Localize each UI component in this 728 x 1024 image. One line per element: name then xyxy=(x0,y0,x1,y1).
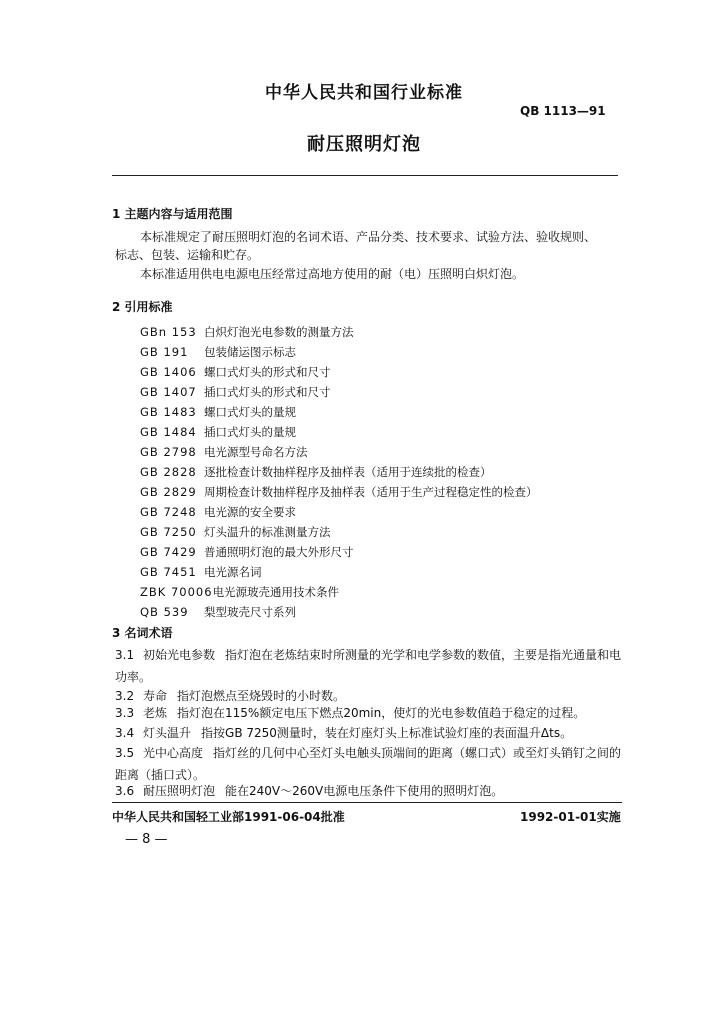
term-name: 耐压照明灯泡 xyxy=(143,784,216,798)
implementation-date: 1992-01-01实施 xyxy=(520,810,621,824)
reference-item xyxy=(140,602,538,622)
reference-code: GBn 153 xyxy=(140,325,197,339)
reference-code: GB 2798 xyxy=(140,445,197,459)
reference-item xyxy=(140,402,538,422)
top-divider xyxy=(112,175,618,176)
reference-item xyxy=(140,502,538,522)
reference-title: 插口式灯头的形式和尺寸 xyxy=(204,385,331,399)
reference-title: 包装储运图示标志 xyxy=(204,345,296,359)
term-definition: 指按GB 7250测量时，装在灯座灯头上标准试验灯座的表面温升Δts。 xyxy=(201,726,573,740)
reference-code: GB 2828 xyxy=(140,465,197,479)
term-number: 3.3 xyxy=(115,706,135,720)
term-number: 3.1 xyxy=(115,648,135,662)
reference-title: 灯头温升的标准测量方法 xyxy=(204,525,331,539)
reference-item xyxy=(140,382,538,402)
approval-line: 中华人民共和国轻工业部1991-06-04批准 xyxy=(112,810,345,824)
section1-para1-line2: 标志、包装、运输和贮存。 xyxy=(115,248,260,262)
reference-title: 白炽灯泡光电参数的测量方法 xyxy=(204,325,354,339)
term-number: 3.4 xyxy=(115,726,135,740)
reference-title: 逐批检查计数抽样程序及抽样表（适用于连续批的检查） xyxy=(204,465,492,479)
reference-title: 周期检查计数抽样程序及抽样表（适用于生产过程稳定性的检查） xyxy=(204,485,538,499)
reference-title: 螺口式灯头的形式和尺寸 xyxy=(204,365,331,379)
term-name: 寿命 xyxy=(143,689,168,703)
term-item xyxy=(115,780,630,802)
term-definition: 指灯泡在老炼结束时所测量的光学和电学参数的数值，主要是指光通量和电功率。 xyxy=(115,648,622,684)
section1-para1-line1: 本标准规定了耐压照明灯泡的名词术语、产品分类、技术要求、试验方法、验收规则、 xyxy=(140,230,597,244)
reference-title: 螺口式灯头的量规 xyxy=(204,405,296,419)
term-number: 3.6 xyxy=(115,784,135,798)
reference-code: ZBK 70006 xyxy=(140,585,213,599)
term-number: 3.5 xyxy=(115,746,135,760)
reference-title: 电光源玻壳通用技术条件 xyxy=(212,585,340,599)
reference-list xyxy=(140,322,538,622)
term-name: 光中心高度 xyxy=(143,746,204,760)
reference-title: 插口式灯头的量规 xyxy=(204,425,296,439)
section3-heading: 3 名词术语 xyxy=(112,626,173,640)
section1-heading: 1 主题内容与适用范围 xyxy=(112,207,233,221)
bottom-divider xyxy=(112,802,622,803)
reference-code: GB 1483 xyxy=(140,405,197,419)
reference-code: GB 191 xyxy=(140,345,189,359)
reference-item xyxy=(140,322,538,342)
term-definition: 指灯丝的几何中心至灯头电触头顶端间的距离（螺口式）或至灯头销钉之间的距离（插口式）。 xyxy=(115,746,622,782)
section1-para2: 本标准适用供电电源电压经常过高地方使用的耐（电）压照明白炽灯泡。 xyxy=(140,267,525,281)
reference-code: GB 7429 xyxy=(140,545,197,559)
standard-code: QB 1113—91 xyxy=(520,104,606,118)
reference-item xyxy=(140,562,538,582)
term-name: 初始光电参数 xyxy=(143,648,216,662)
reference-item xyxy=(140,442,538,462)
issuing-organization: 中华人民共和国行业标准 xyxy=(265,83,463,103)
reference-code: GB 1407 xyxy=(140,385,197,399)
reference-title: 普通照明灯泡的最大外形尺寸 xyxy=(204,545,354,559)
term-item xyxy=(115,702,630,724)
reference-item xyxy=(140,522,538,542)
reference-item xyxy=(140,342,538,362)
document-title: 耐压照明灯泡 xyxy=(307,134,421,155)
reference-item xyxy=(140,422,538,442)
reference-code: GB 7451 xyxy=(140,565,197,579)
reference-item xyxy=(140,542,538,562)
reference-title: 梨型玻壳尺寸系列 xyxy=(204,605,296,619)
reference-item xyxy=(140,362,538,382)
reference-item xyxy=(140,582,538,602)
reference-title: 电光源名词 xyxy=(204,565,262,579)
term-definition: 能在240V～260V电源电压条件下使用的照明灯泡。 xyxy=(225,784,504,798)
reference-code: GB 2829 xyxy=(140,485,197,499)
term-definition: 指灯泡燃点至烧毁时的小时数。 xyxy=(177,689,346,703)
term-name: 灯头温升 xyxy=(143,726,192,740)
page-number: — 8 — xyxy=(125,832,168,847)
reference-code: GB 7248 xyxy=(140,505,197,519)
reference-item xyxy=(140,462,538,482)
reference-item xyxy=(140,482,538,502)
term-number: 3.2 xyxy=(115,689,135,703)
reference-code: GB 1406 xyxy=(140,365,197,379)
reference-title: 电光源的安全要求 xyxy=(204,505,296,519)
reference-code: GB 7250 xyxy=(140,525,197,539)
reference-title: 电光源型号命名方法 xyxy=(204,445,308,459)
section2-heading: 2 引用标准 xyxy=(112,300,173,314)
term-item xyxy=(115,644,630,688)
reference-code: QB 539 xyxy=(140,605,189,619)
reference-code: GB 1484 xyxy=(140,425,197,439)
term-item xyxy=(115,722,630,744)
term-name: 老炼 xyxy=(143,706,168,720)
term-definition: 指灯泡在115%额定电压下燃点20min，使灯的光电参数值趋于稳定的过程。 xyxy=(177,706,586,720)
